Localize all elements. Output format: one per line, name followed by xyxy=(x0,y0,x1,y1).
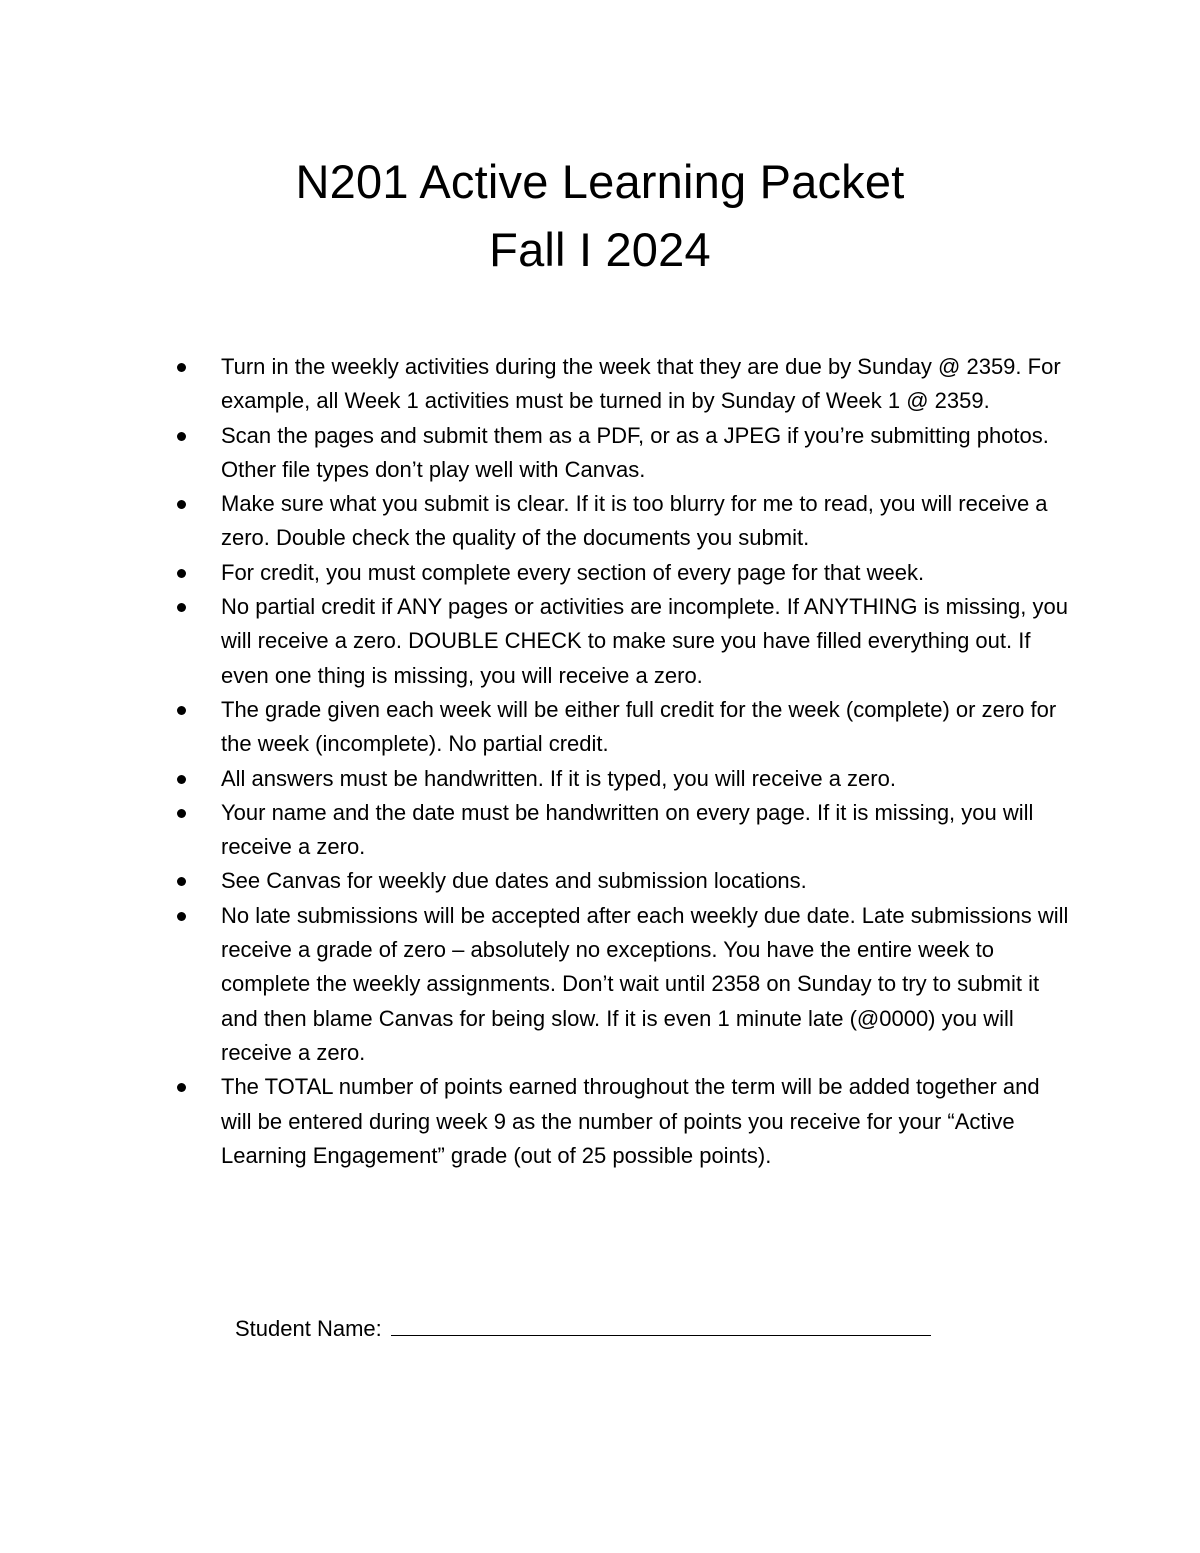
rule-text: No late submissions will be accepted after each weekly due date. Late submissions will receive a grade of zero – absolutely no exceptions. You have the entire week to complete the weekly assignments. Don’t wait until 2358 on Sunday to try to submit it and then blame Canvas for being slow. If it is even 1 minute late (@0000) you will receive a zero. xyxy=(221,902,1069,1065)
bullet-icon xyxy=(177,912,186,921)
student-name-blank xyxy=(391,1309,931,1336)
rule-item xyxy=(173,487,1073,556)
rule-text: All answers must be handwritten. If it is typed, you will receive a zero. xyxy=(221,765,896,791)
rule-text: No partial credit if ANY pages or activities are incomplete. If ANYTHING is missing, you will receive a zero. DOUBLE CHECK to make sure you have filled everything out. If even one thing is missing, you will receive a zero. xyxy=(221,594,1068,688)
rules-list xyxy=(173,350,1073,1173)
rule-text: See Canvas for weekly due dates and submission locations. xyxy=(221,868,807,894)
rule-item xyxy=(173,762,1073,796)
rule-text: The TOTAL number of points earned throughout the term will be added together and will be entered during week 9 as the number of points you receive for your “Active Learning Engagement” grade (out of 25 possible points). xyxy=(221,1074,1040,1168)
bullet-icon xyxy=(177,569,186,578)
rule-item xyxy=(173,419,1073,488)
bullet-icon xyxy=(177,603,186,612)
bullet-icon xyxy=(177,432,186,441)
rule-item xyxy=(173,1070,1073,1173)
rule-item xyxy=(173,556,1073,590)
rule-item xyxy=(173,693,1073,762)
rule-item xyxy=(173,864,1073,898)
rule-item xyxy=(173,590,1073,693)
rule-text: Make sure what you submit is clear. If it is too blurry for me to read, you will receive a zero. Double check the quality of the documents you submit. xyxy=(221,491,1048,551)
rule-text: Scan the pages and submit them as a PDF, or as a JPEG if you’re submitting photos. Other file types don’t play well with Canvas. xyxy=(221,422,1049,482)
bullet-icon xyxy=(177,809,186,818)
rule-text: Turn in the weekly activities during the week that they are due by Sunday @ 2359. For example, all Week 1 activities must be turned in by Sunday of Week 1 @ 2359. xyxy=(221,354,1061,414)
title-course: N201 Active Learning Packet xyxy=(295,155,905,208)
bullet-icon xyxy=(177,775,186,784)
rule-item xyxy=(173,350,1073,419)
bullet-icon xyxy=(177,363,186,372)
rule-text: Your name and the date must be handwritten on every page. If it is missing, you will receive a zero. xyxy=(221,799,1034,860)
bullet-icon xyxy=(177,877,186,886)
bullet-icon xyxy=(177,706,186,715)
rule-item xyxy=(173,899,1073,1070)
bullet-icon xyxy=(177,1083,186,1092)
bullet-icon xyxy=(177,500,186,509)
student-name-field xyxy=(235,1309,931,1346)
student-name-label: Student Name: xyxy=(235,1316,382,1341)
rule-text: For credit, you must complete every section of every page for that week. xyxy=(221,559,925,585)
title-term: Fall I 2024 xyxy=(489,223,711,276)
rule-text: The grade given each week will be either full credit for the week (complete) or zero for the week (incomplete). No partial credit. xyxy=(221,696,1057,757)
rule-item xyxy=(173,796,1073,865)
document-title xyxy=(0,148,1200,284)
